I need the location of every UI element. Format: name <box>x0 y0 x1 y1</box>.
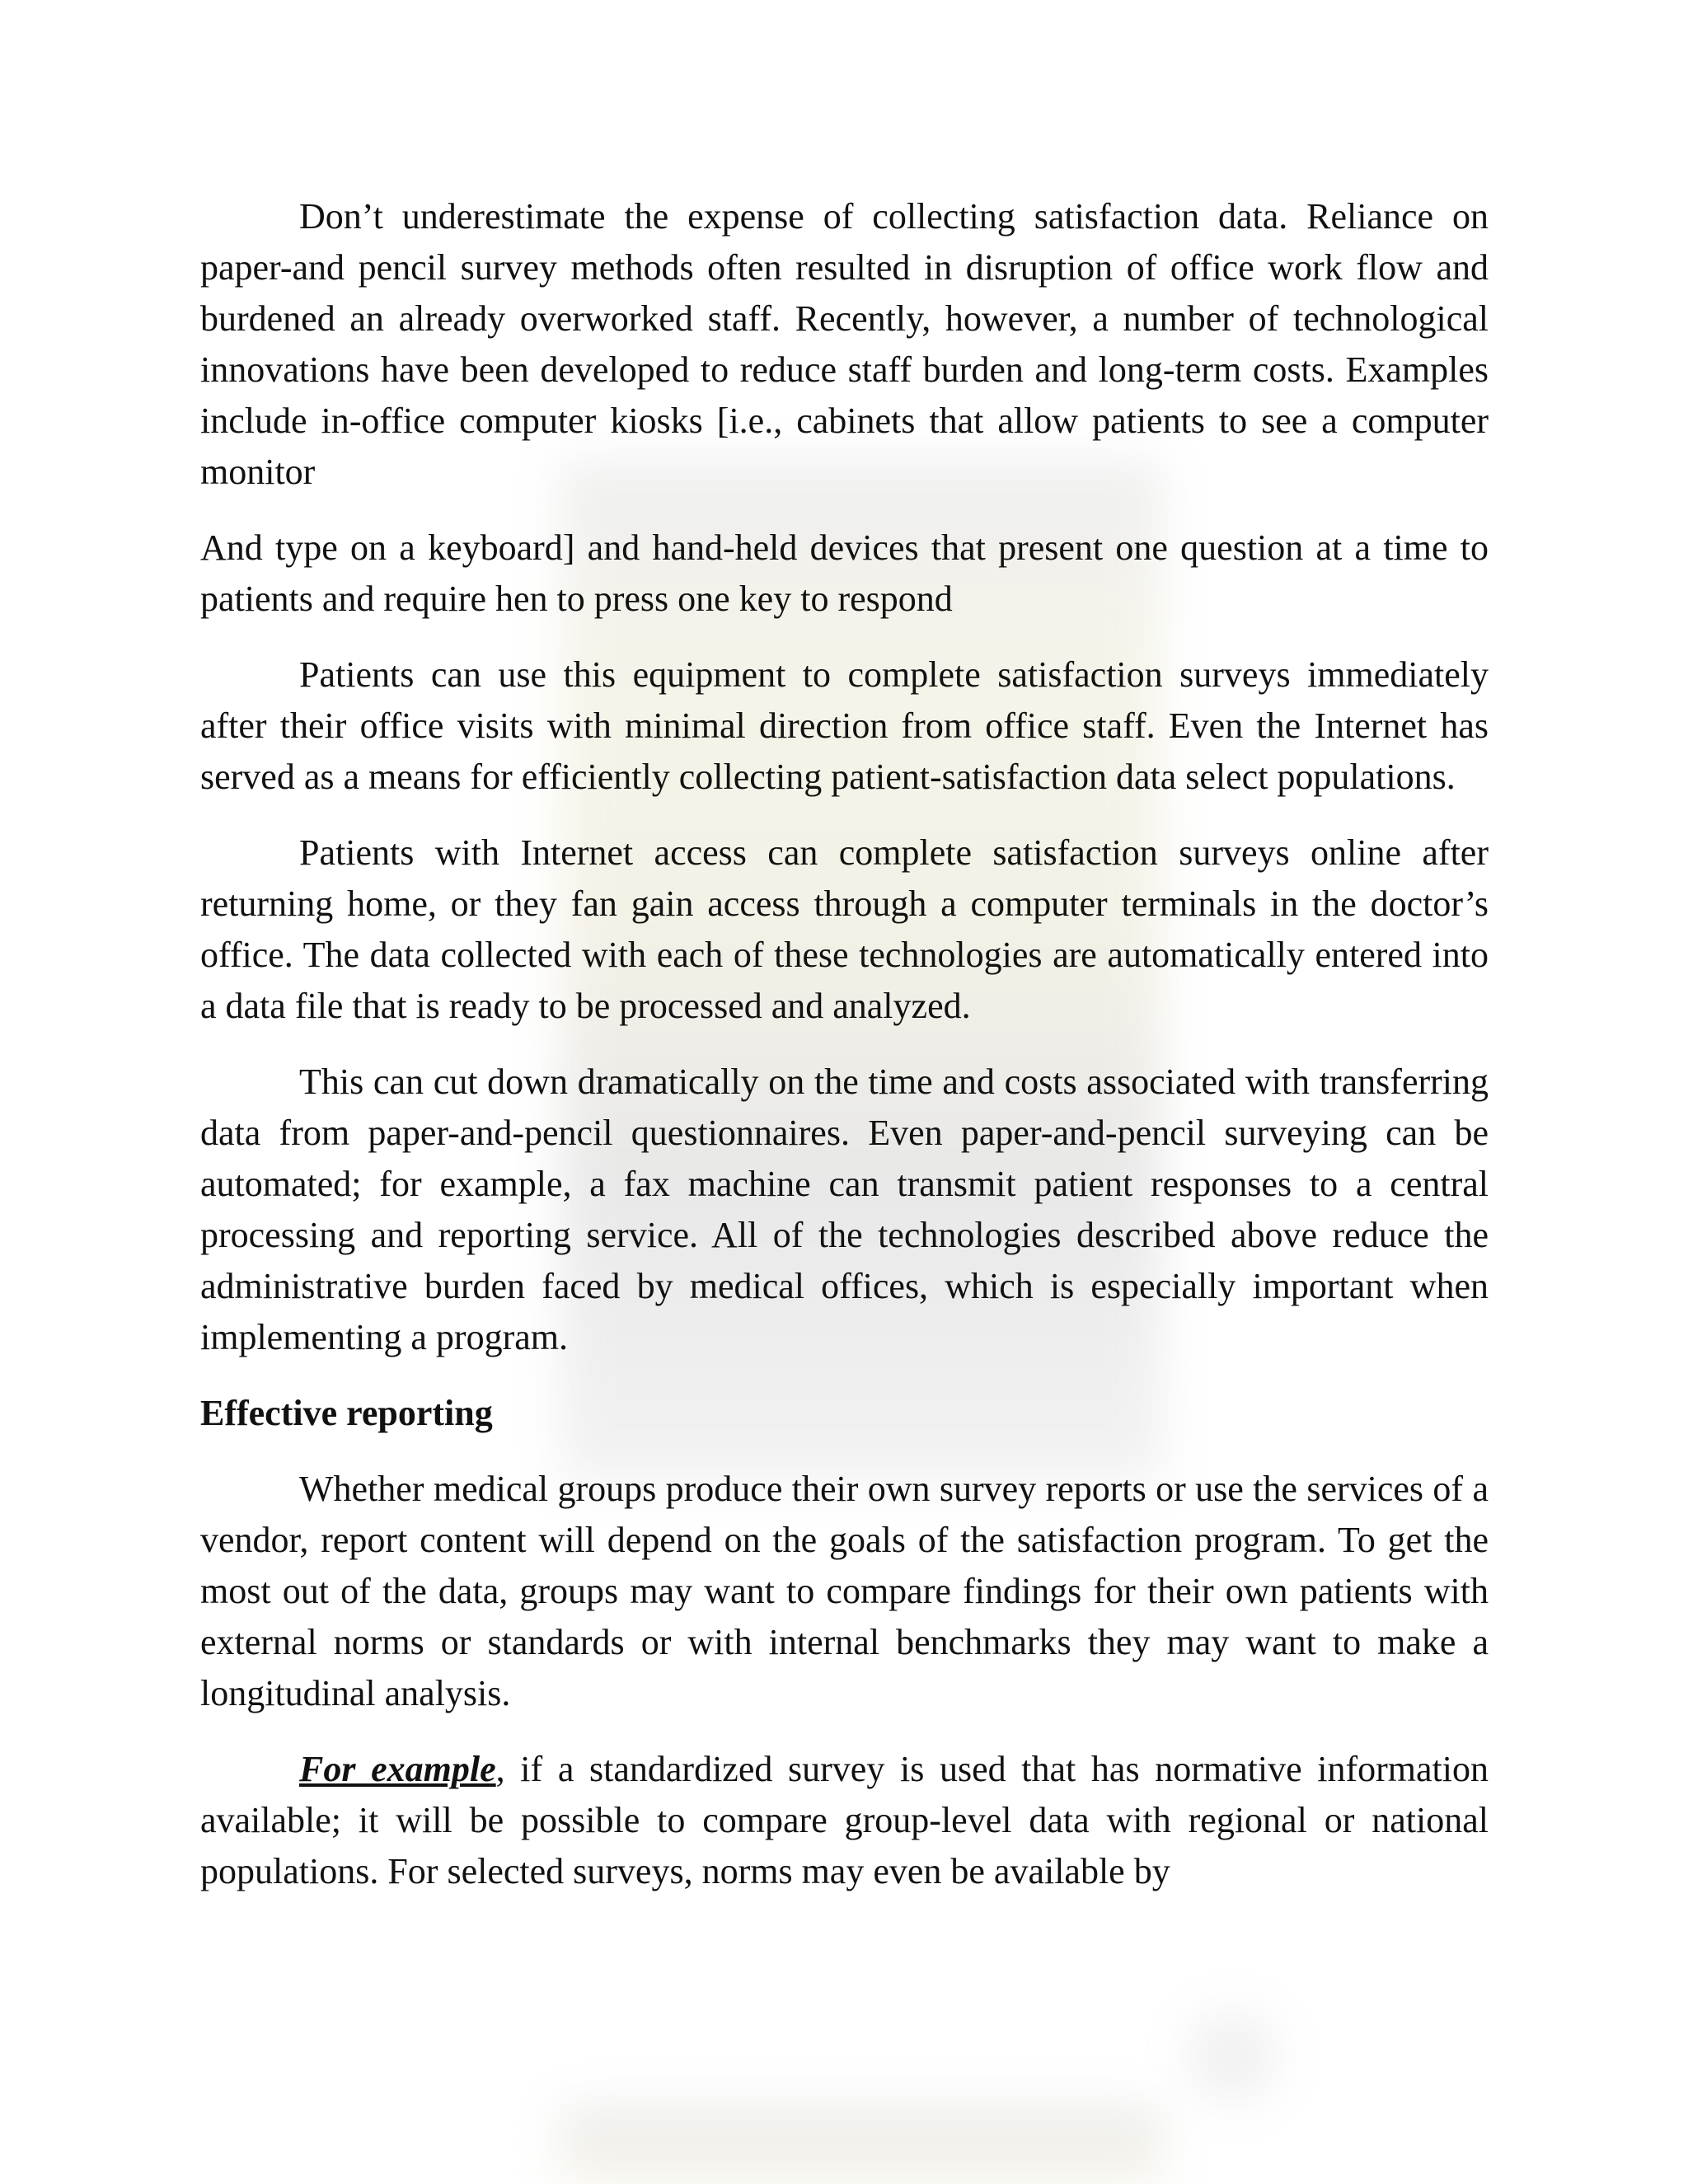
document-page <box>200 191 1489 1922</box>
paragraph-report-content: Whether medical groups produce their own survey reports or use the services of a vendor, report content will depend on the goals of the satisfaction program. To get the most out of the data, groups may want to compare findings for their own patients with external norms or standards or with internal benchmarks they may want to make a longitudinal analysis. <box>200 1469 1489 1713</box>
paragraph-internet-access: Patients with Internet access can complete satisfaction surveys online after returning home, or they fan gain access through a computer terminals in the doctor’s office. The data collected with each of these technologies are automatically entered into a data file that is ready to be processed and analyzed. <box>200 832 1489 1026</box>
paragraph-equipment-use: Patients can use this equipment to complete satisfaction surveys immediately after their office visits with minimal direction from office staff. Even the Internet has served as a means for efficiently collecting patient-satisfaction data select populations. <box>200 654 1489 797</box>
watermark-dot <box>1187 2011 1278 2102</box>
watermark-image-bottom <box>560 2106 1162 2184</box>
emphasis-for-example: For example <box>299 1749 496 1789</box>
paragraph-keyboard-devices: And type on a keyboard] and hand-held devices that present one question at a time to patients and require hen to press one key to respond <box>200 527 1489 619</box>
paragraph-for-example-text: , if a standardized survey is used that has normative information available; it will be possible to compare group-level data with regional or national populations. For selected surveys, norms may even be available by <box>200 1749 1489 1891</box>
paragraph-cost-reduction: This can cut down dramatically on the time and costs associated with transferring data from paper-and-pencil questionnaires. Even paper-and-pencil surveying can be automated; for example, a fax machine can transmit patient responses to a central processing and reporting service. All of the technologies described above reduce the administrative burden faced by medical offices, which is especially important when implementing a program. <box>200 1062 1489 1357</box>
paragraph-for-example <box>200 1744 1489 1897</box>
section-heading: Effective reporting <box>200 1393 493 1433</box>
paragraph-satisfaction-expense: Don’t underestimate the expense of collecting satisfaction data. Reliance on paper-and pencil survey methods often resulted in disruption of office work flow and burdened an already overworked staff. Recently, however, a number of technological innovations have been developed to reduce staff burden and long-term costs. Examples include in-office computer kiosks [i.e., cabinets that allow patients to see a computer monitor <box>200 196 1489 492</box>
